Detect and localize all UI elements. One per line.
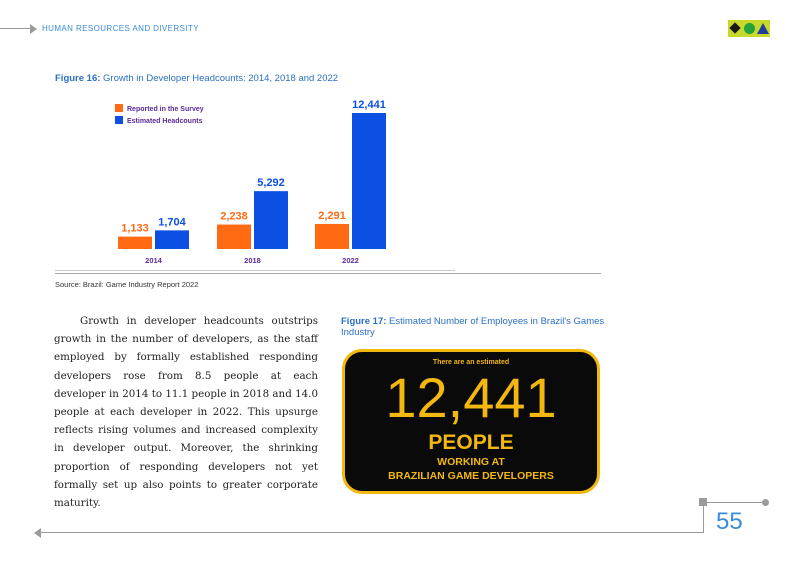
- chart-baseline-rule: [55, 270, 455, 271]
- data-label-2018-1: 2,238: [220, 210, 248, 223]
- figure-16-source: Source: Brazil: Game Industry Report 2022: [55, 280, 199, 289]
- bar-2022-2: [352, 113, 386, 249]
- diamond-icon: [729, 22, 740, 33]
- figure-divider: [55, 273, 601, 274]
- infographic-line-1: WORKING AT: [437, 456, 505, 468]
- data-label-2022-1: 2,291: [318, 209, 346, 222]
- footer-top-rule: [703, 502, 765, 503]
- circle-icon: [744, 23, 755, 34]
- data-label-2018-2: 5,292: [257, 177, 285, 190]
- x-tick-2014: 2014: [145, 256, 162, 265]
- footer-square-icon: [699, 498, 707, 506]
- bar-2014-2: [155, 230, 189, 249]
- infographic-people: PEOPLE: [428, 431, 514, 454]
- figure-16-caption: [55, 73, 338, 84]
- footer-arrow-icon: [34, 528, 41, 538]
- figure-17-caption: [341, 316, 611, 338]
- footer-vertical-rule: [703, 502, 704, 533]
- employee-count-infographic: [342, 349, 600, 494]
- headcount-bar-chart: [55, 88, 455, 270]
- page-number: 55: [716, 508, 743, 535]
- header-arrow-icon: [30, 24, 37, 34]
- bar-2014-1: [118, 237, 152, 249]
- data-label-2014-2: 1,704: [158, 216, 186, 229]
- data-label-2014-1: 1,133: [121, 222, 149, 235]
- legend-label-1: Reported in the Survey: [127, 106, 204, 113]
- footer-rule: [40, 532, 704, 533]
- header-rule: [0, 28, 32, 29]
- bar-2018-2: [254, 191, 288, 249]
- bar-2022-1: [315, 224, 349, 249]
- x-tick-2018: 2018: [244, 256, 261, 265]
- legend-swatch-2: [115, 116, 123, 124]
- section-title: HUMAN RESOURCES AND DIVERSITY: [42, 24, 199, 33]
- figure-16-label: Figure 16:: [55, 73, 101, 84]
- data-label-2022-2: 12,441: [352, 99, 386, 111]
- infographic-number: 12,441: [385, 366, 557, 429]
- body-paragraph: Growth in developer headcounts outstrips growth in the number of developers, as the staff employed by formally established responding developers rose from 8.5 people at each developer in 2014 to 11.1 people in 2018 and 14.0 people at each developer in 2022. This upsurge reflects rising volumes and increased complexity in developer output. Moreover, the shrinking proportion of responding developers not yet formally set up also points to greater corporate maturity.: [54, 315, 318, 510]
- bar-2018-1: [217, 225, 251, 249]
- figure-17-label: Figure 17:: [341, 316, 387, 327]
- infographic-pretext: There are an estimated: [432, 359, 510, 366]
- legend-label-2: Estimated Headcounts: [127, 118, 203, 125]
- infographic-line-2: BRAZILIAN GAME DEVELOPERS: [388, 470, 554, 482]
- triangle-icon: [757, 23, 769, 34]
- figure-16-title: Growth in Developer Headcounts: 2014, 2018 and 2022: [103, 73, 339, 84]
- figure-17-title: Estimated Number of Employees in Brazil's Games Industry: [341, 316, 605, 338]
- legend-swatch-1: [115, 104, 123, 112]
- brand-logo: [728, 20, 770, 37]
- x-tick-2022: 2022: [342, 256, 359, 265]
- footer-dot-icon: [762, 499, 769, 506]
